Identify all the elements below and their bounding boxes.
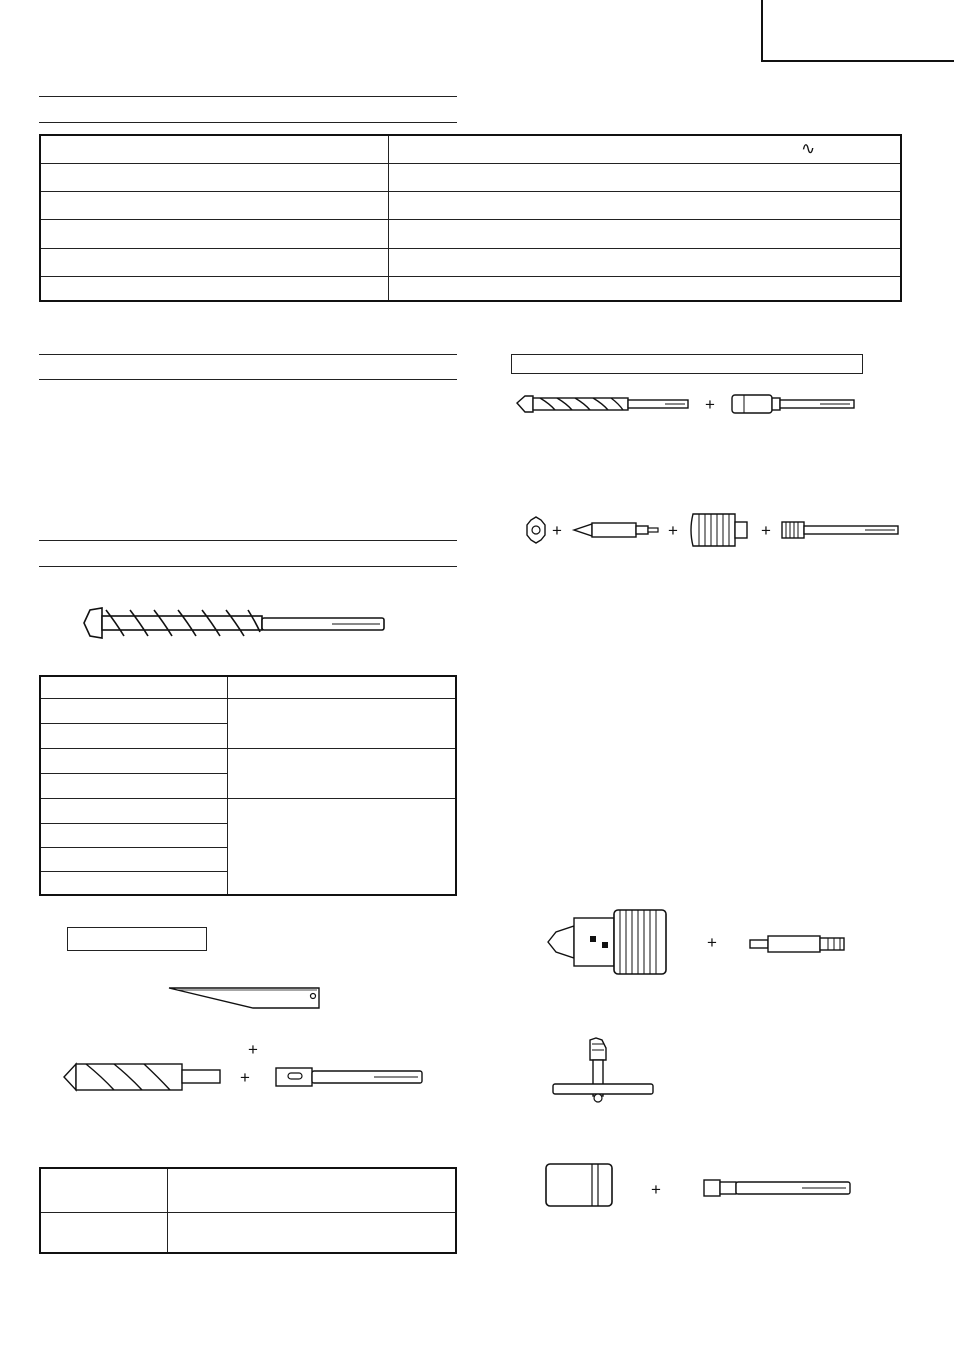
plus-sign: + xyxy=(552,521,562,540)
specifications-table xyxy=(39,134,902,302)
section-rule-3b xyxy=(39,566,457,567)
core-shank-icon xyxy=(780,518,902,542)
bottom-table-cell xyxy=(40,1212,168,1253)
spec-value-cell xyxy=(389,135,902,163)
plus-sign: + xyxy=(668,521,678,540)
center-pin-icon xyxy=(572,520,662,540)
spec-label-cell xyxy=(40,192,389,220)
plus-sign: + xyxy=(707,933,717,952)
bit-table-cell xyxy=(40,848,228,872)
center-plate-icon xyxy=(524,515,548,545)
spec-label-cell xyxy=(40,220,389,248)
bit-table-cell xyxy=(40,773,228,798)
bottom-table-cell xyxy=(168,1168,457,1212)
spec-label-cell xyxy=(40,135,389,163)
plus-sign: + xyxy=(240,1068,250,1087)
bottom-table xyxy=(39,1167,457,1254)
section-rule-2a xyxy=(39,354,457,355)
taper-shank-adapter-icon xyxy=(274,1064,426,1090)
section-rule-2b xyxy=(39,379,457,380)
bit-table-cell xyxy=(40,698,228,723)
bit-size-table xyxy=(39,675,457,896)
cotter-icon xyxy=(167,984,323,1012)
spec-value-cell xyxy=(389,277,902,301)
bit-table-group-cell xyxy=(228,748,457,798)
socket-icon xyxy=(544,1162,614,1208)
chuck-adapter-shank-icon xyxy=(748,932,848,956)
sds-drill-bit-icon xyxy=(82,606,387,640)
spec-value-cell xyxy=(389,163,902,191)
chuck-key-icon xyxy=(550,1036,656,1106)
accessory-label-box xyxy=(511,354,863,374)
bottom-table-cell xyxy=(168,1212,457,1253)
bit-table-cell xyxy=(40,723,228,748)
plus-sign: + xyxy=(248,1040,258,1059)
taper-drill-bit-icon xyxy=(62,1060,224,1094)
bit-table-cell xyxy=(40,872,228,895)
bottom-table-cell xyxy=(40,1168,168,1212)
bit-table-group-cell xyxy=(228,799,457,895)
spec-label-cell xyxy=(40,248,389,276)
chuck-adapter-icon xyxy=(730,392,858,416)
bit-table-group-cell xyxy=(228,698,457,748)
bit-table-cell xyxy=(40,748,228,773)
drill-chuck-icon xyxy=(546,906,670,978)
page-corner-tab xyxy=(761,0,954,62)
plus-sign: + xyxy=(761,521,771,540)
section-rule-top-2 xyxy=(39,122,457,123)
bit-table-header-cell xyxy=(228,676,457,698)
section-rule-3a xyxy=(39,540,457,541)
accessory-label-box xyxy=(67,927,207,951)
drill-bit-icon xyxy=(515,393,690,417)
section-rule-top-1 xyxy=(39,96,457,97)
core-bit-icon xyxy=(687,510,751,550)
spec-value-cell xyxy=(389,192,902,220)
bit-table-cell xyxy=(40,799,228,824)
socket-adapter-icon xyxy=(702,1174,854,1202)
bit-table-cell xyxy=(40,824,228,848)
plus-sign: + xyxy=(651,1180,661,1199)
ac-symbol: ∿ xyxy=(801,139,816,158)
bit-table-header-cell xyxy=(40,676,228,698)
spec-label-cell xyxy=(40,277,389,301)
spec-value-cell xyxy=(389,248,902,276)
spec-value-cell xyxy=(389,220,902,248)
spec-label-cell xyxy=(40,163,389,191)
plus-sign: + xyxy=(705,395,715,414)
